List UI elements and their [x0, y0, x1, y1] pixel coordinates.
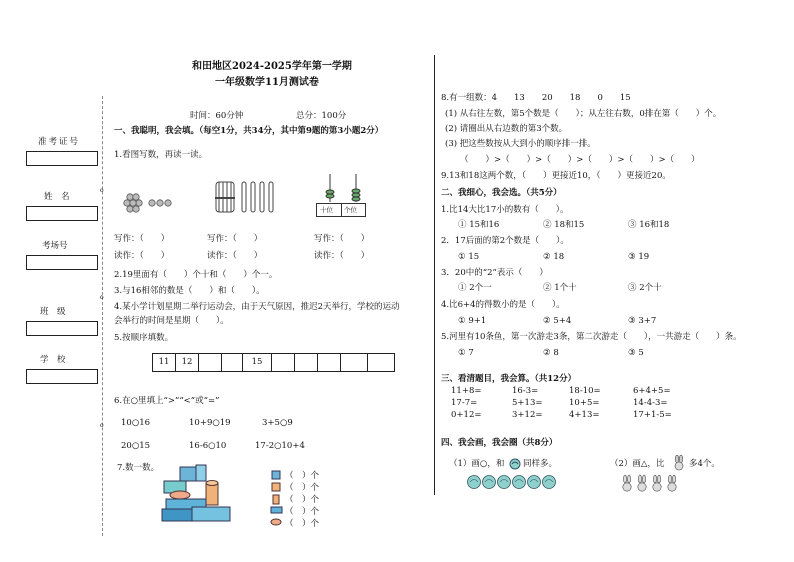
count-row[interactable]: （ ）个	[285, 507, 320, 517]
exam-total: 总分：100分	[296, 111, 347, 121]
count-shapes-legend	[270, 470, 284, 528]
rabbit-row-picture	[620, 474, 684, 494]
compare-item[interactable]: 17-2○10+4	[255, 441, 305, 451]
sequence-cell: 11	[153, 354, 176, 371]
choice-option[interactable]: ③ 16和18	[628, 220, 670, 230]
calc-item[interactable]: 0+12=	[451, 410, 482, 420]
class-field[interactable]	[26, 321, 98, 336]
sequence-cell-blank[interactable]	[318, 354, 341, 371]
sequence-cell: 15	[243, 354, 272, 371]
part4-heading: 四、我会画，我会圈（共8分）	[441, 438, 558, 448]
sequence-cell-blank[interactable]	[272, 354, 295, 371]
compare-item[interactable]: 16-6○10	[189, 441, 227, 451]
question-8-2: (2) 请圈出从右边数的第3个数。	[445, 124, 568, 134]
calc-item[interactable]: 17-7=	[451, 398, 478, 408]
question-5: 5.按顺序填数。	[114, 333, 174, 343]
page-subtitle: 一年级数学11月测试卷	[215, 77, 319, 88]
blocks-picture	[160, 463, 238, 527]
question-9: 9.13和18这两个数，（ ）更接近10，（ ）更接近20。	[441, 171, 671, 181]
sequence-cell-blank[interactable]	[341, 354, 368, 371]
sequence-cell: 12	[176, 354, 199, 371]
calc-item[interactable]: 6+4+5=	[633, 386, 671, 396]
cabbage-icon	[509, 458, 521, 470]
draw-task-2-suffix: 多4个。	[689, 459, 720, 469]
choice-option[interactable]: ② 1个十	[543, 283, 577, 293]
sidebar-label-room: 考场号	[42, 241, 68, 251]
calc-item[interactable]: 4+13=	[569, 410, 600, 420]
rabbit-icon	[672, 455, 686, 471]
calc-item[interactable]: 5+13=	[512, 398, 543, 408]
calc-item[interactable]: 16-3=	[512, 386, 539, 396]
question-8-1: (1) 从右往左数，第5个数是（ ）；从左往右数，0排在第（ ）个。	[445, 109, 722, 119]
question-6: 6.在○里填上“>”“<”或“=”	[114, 396, 220, 406]
school-field[interactable]	[26, 369, 98, 384]
read-answer-2[interactable]: 读作：（ ）	[207, 251, 263, 261]
calc-item[interactable]: 3+12=	[512, 410, 543, 420]
question-1: 1.看图写数，再读一读。	[114, 150, 208, 160]
calc-item[interactable]: 17+1-5=	[633, 410, 672, 420]
count-row[interactable]: （ ）个	[285, 495, 320, 505]
choice-option[interactable]: ② 5+4	[543, 316, 572, 326]
sidebar-label-name: 姓 名	[44, 192, 70, 202]
choice-question-2: 2．17后面的第2个数是（ ）。	[441, 236, 569, 246]
binding-mark: o	[100, 422, 104, 429]
part3-heading: 三、看清题目，我会算。（共12分）	[441, 374, 577, 384]
choice-option[interactable]: ② 18	[543, 252, 565, 262]
choice-option[interactable]: ② 8	[543, 348, 559, 358]
compare-item[interactable]: 10○16	[121, 418, 151, 428]
question-3: 3.与16相邻的数是（ ）和（ ）。	[114, 286, 265, 296]
exam-id-field[interactable]	[26, 151, 98, 166]
write-answer-2[interactable]: 写作：（ ）	[207, 234, 263, 244]
sequence-row	[152, 353, 395, 372]
draw-task-1-prefix: （1）画○，和	[449, 459, 505, 469]
calc-item[interactable]: 14-4-3=	[633, 398, 668, 408]
exam-time: 时间：60分钟	[190, 111, 244, 121]
calc-item[interactable]: 10+5=	[569, 398, 600, 408]
room-field[interactable]	[26, 255, 98, 270]
calc-item[interactable]: 18-10=	[569, 386, 601, 396]
part2-heading: 二、我细心，我会选。（共5分）	[441, 188, 562, 198]
compare-item[interactable]: 10+9○19	[189, 418, 231, 428]
question-2: 2.19里面有（ ）个十和（ ）个一。	[114, 270, 278, 280]
choice-option[interactable]: ① 2个一	[458, 283, 492, 293]
write-answer-1[interactable]: 写作：（ ）	[114, 234, 170, 244]
choice-option[interactable]: ③ 3+7	[628, 316, 657, 326]
draw-task-2-prefix: （2）画△，比	[610, 459, 665, 469]
compare-item[interactable]: 20○15	[121, 441, 151, 451]
binding-mark: o	[100, 187, 104, 194]
choice-question-1: 1.比14大比17小的数有（ ）。	[441, 205, 569, 215]
choice-question-5: 5.河里有10条鱼，第一次游走3条，第二次游走（ ），一共游走（ ）条。	[441, 332, 742, 342]
read-answer-3[interactable]: 读作：（ ）	[314, 251, 370, 261]
choice-option[interactable]: ③ 19	[628, 252, 650, 262]
abacus-tens-label: 十位	[320, 206, 333, 214]
beads-picture	[122, 191, 178, 215]
read-answer-1[interactable]: 读作：（ ）	[114, 251, 170, 261]
question-8: 8.有一组数：4 13 20 18 0 15	[441, 93, 631, 103]
choice-option[interactable]: ③ 5	[628, 348, 644, 358]
sidebar-label-school: 学 校	[40, 355, 66, 365]
binding-line	[102, 96, 103, 536]
choice-question-4: 4.比6+4的得数小的是（ ）。	[441, 300, 565, 310]
count-row[interactable]: （ ）个	[285, 519, 320, 529]
compare-item[interactable]: 3+5○9	[262, 418, 293, 428]
binding-mark: o	[100, 294, 104, 301]
calc-item[interactable]: 11+8=	[451, 386, 482, 396]
choice-question-3: 3．20中的“2”表示（ ）	[441, 268, 548, 278]
sidebar-label-exam-id: 准考证号	[38, 137, 81, 147]
cabbage-row-picture	[466, 474, 560, 490]
choice-option[interactable]: ① 15和16	[458, 220, 500, 230]
choice-option[interactable]: ③ 2个十	[628, 283, 662, 293]
choice-option[interactable]: ① 7	[458, 348, 474, 358]
choice-option[interactable]: ① 9+1	[458, 316, 487, 326]
count-row[interactable]: （ ）个	[285, 471, 320, 481]
count-row[interactable]: （ ）个	[285, 483, 320, 493]
abacus-picture	[318, 172, 370, 202]
sequence-cell-blank[interactable]	[368, 354, 395, 371]
name-field[interactable]	[26, 206, 98, 221]
column-divider	[434, 55, 435, 495]
sticks-bundle-picture	[214, 178, 280, 216]
page-title: 和田地区2024-2025学年第一学期	[192, 61, 352, 72]
sequence-cell-blank[interactable]	[199, 354, 222, 371]
abacus-ones-label: 个位	[344, 206, 357, 214]
sidebar-label-class: 班 级	[40, 307, 66, 317]
question-8-order-blanks[interactable]: （ ）>（ ）>（ ）>（ ）>（ ）>（ ）	[460, 155, 700, 165]
choice-option[interactable]: ② 18和15	[543, 220, 585, 230]
question-4-line1: 4.某小学计划星期二举行运动会，由于天气原因，推迟2天举行，学校的运动	[114, 302, 400, 312]
part1-heading: 一、我聪明，我会填。（每空1分，共34分，其中第9题的第3小题2分）	[114, 126, 384, 136]
sequence-cell-blank[interactable]	[222, 354, 243, 371]
choice-option[interactable]: ① 15	[458, 252, 480, 262]
sequence-cell-blank[interactable]	[295, 354, 318, 371]
write-answer-3[interactable]: 写作：（ ）	[314, 234, 370, 244]
question-7: 7.数一数。	[117, 463, 160, 473]
question-8-3: (3) 把这些数按从大到小的顺序排一排。	[445, 139, 596, 149]
abacus-label-box	[316, 203, 366, 217]
question-4-line2: 会举行的时间是星期（ ）。	[114, 316, 229, 326]
draw-task-1-suffix: 同样多。	[523, 459, 558, 469]
